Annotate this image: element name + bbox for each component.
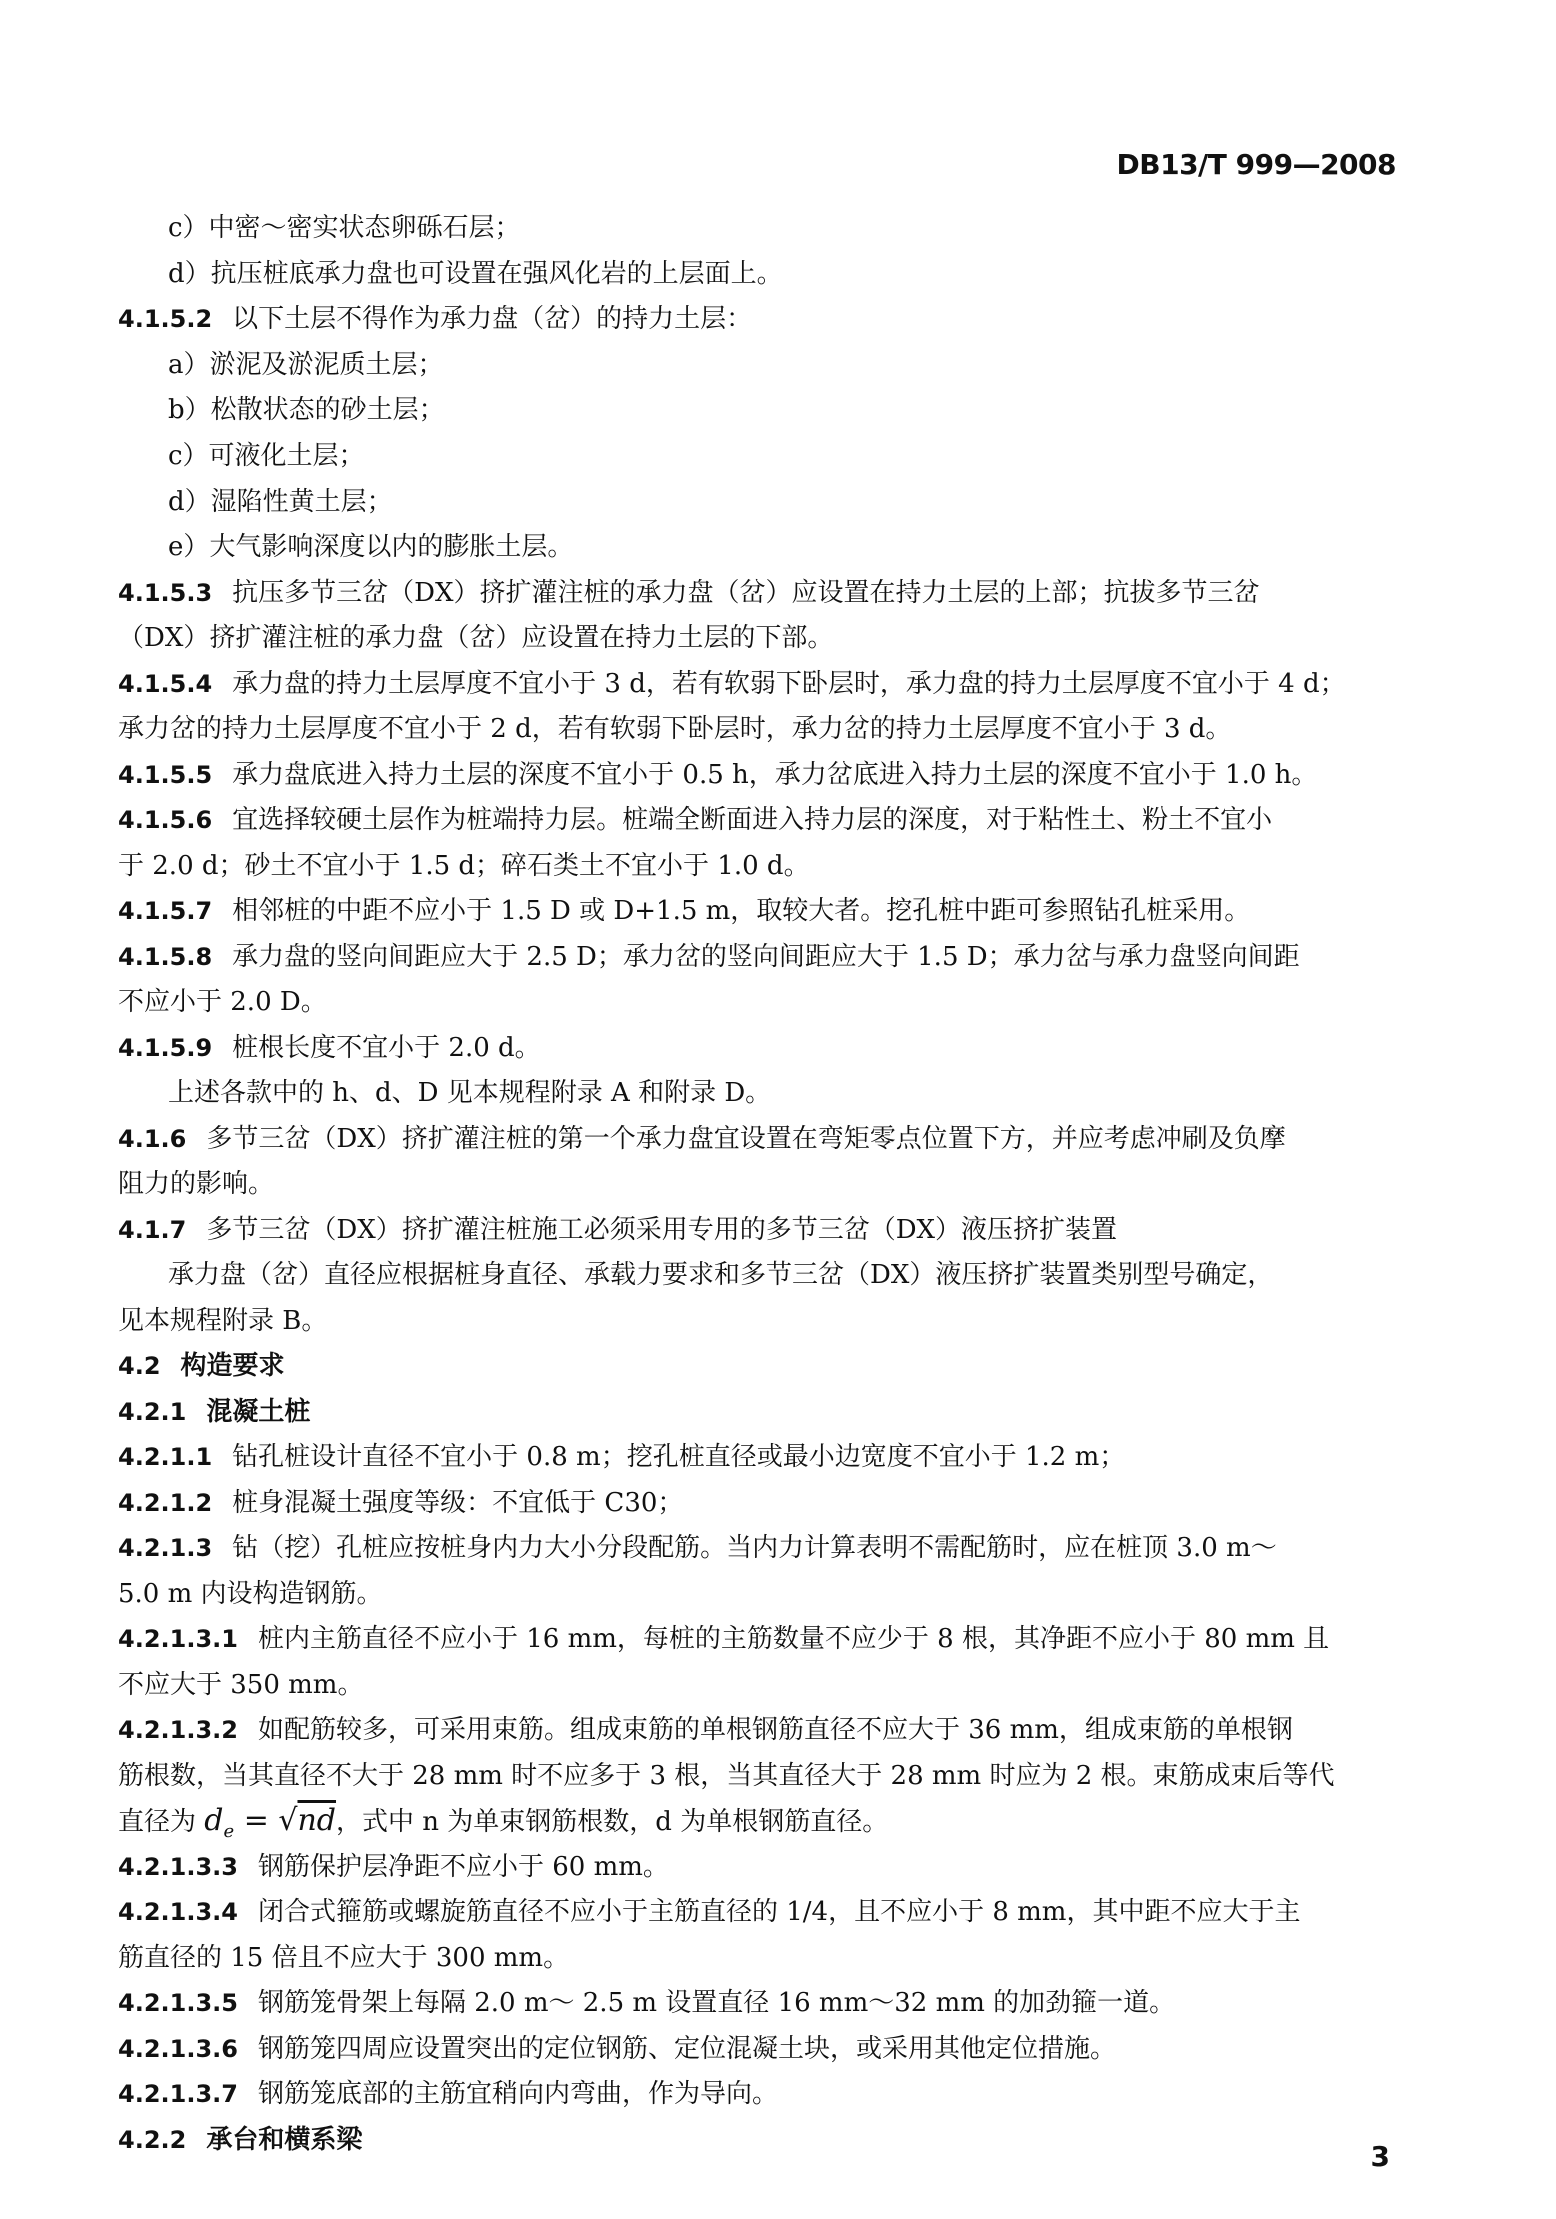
line-text: 桩身混凝土强度等级：不宜低于 C30； (232, 1488, 684, 1518)
clause-line (118, 984, 327, 1020)
line-text: 多节三岔（DX）挤扩灌注桩施工必须采用专用的多节三岔（DX）液压挤扩装置 (206, 1215, 1118, 1245)
line-text: 钢筋保护层净距不应小于 60 mm。 (257, 1852, 669, 1882)
clause-number: 4.2.2 (118, 2126, 187, 2154)
clause-line (118, 893, 1250, 929)
list-item (168, 347, 444, 383)
page-number: 3 (1370, 2140, 1390, 2173)
clause-number: 4.1.5.5 (118, 761, 213, 789)
section-heading (118, 1394, 310, 1430)
line-text: 相邻桩的中距不应小于 1.5 D 或 D+1.5 m，取较大者。挖孔桩中距可参照钻孔桩采用。 (232, 896, 1251, 926)
line-text: a）淤泥及淤泥质土层； (168, 350, 444, 380)
clause-number: 4.2.1.3.7 (118, 2080, 238, 2108)
clause-number: 4.1.5.7 (118, 897, 213, 925)
clause-number: 4.1.6 (118, 1125, 187, 1153)
list-item (168, 256, 783, 292)
line-text: 桩根长度不宜小于 2.0 d。 (232, 1033, 541, 1063)
line-text: 抗压多节三岔（DX）挤扩灌注桩的承力盘（岔）应设置在持力土层的上部；抗拔多节三岔 (232, 578, 1260, 608)
formula-line (118, 1803, 889, 1842)
line-text: 筋根数，当其直径不大于 28 mm 时不应多于 3 根，当其直径大于 28 mm 时应为 2 根。束筋成束后等代 (118, 1761, 1335, 1791)
line-text: 承力盘的竖向间距应大于 2.5 D；承力岔的竖向间距应大于 1.5 D；承力岔与承力盘竖向间距 (232, 942, 1300, 972)
formula-radical: = √ (234, 1803, 298, 1838)
clause-line (118, 620, 833, 656)
line-text: 闭合式箍筋或螺旋筋直径不应小于主筋直径的 1/4，且不应小于 8 mm，其中距不应大于主 (257, 1897, 1301, 1927)
clause-number: 4.2.1 (118, 1398, 187, 1426)
list-item (168, 529, 573, 565)
clause-line (118, 2076, 778, 2112)
clause-line (118, 666, 1346, 702)
clause-line (118, 1894, 1300, 1930)
line-text: 筋直径的 15 倍且不应大于 300 mm。 (118, 1943, 570, 1973)
line-text: 钢筋笼四周应设置突出的定位钢筋、定位混凝土块，或采用其他定位措施。 (257, 2034, 1116, 2064)
formula-radicand: nd (297, 1803, 337, 1838)
line-text: b）松散状态的砂土层； (168, 395, 445, 425)
list-item (168, 392, 445, 428)
line-text: d）抗压桩底承力盘也可设置在强风化岩的上层面上。 (168, 259, 783, 289)
clause-number: 4.1.5.9 (118, 1034, 213, 1062)
line-text: 5.0 m 内设构造钢筋。 (118, 1579, 383, 1609)
line-text: 钢筋笼骨架上每隔 2.0 m～ 2.5 m 设置直径 16 mm～32 mm 的加劲箍一道。 (257, 1988, 1176, 2018)
clause-line (118, 1439, 1125, 1475)
clause-line (118, 1667, 363, 1703)
line-text: e）大气影响深度以内的膨胀土层。 (168, 532, 574, 562)
clause-number: 4.2 (118, 1352, 161, 1380)
list-item (168, 438, 365, 474)
section-heading (118, 1348, 285, 1384)
section-heading (118, 2122, 362, 2158)
clause-line (118, 1030, 541, 1066)
clause-number: 4.2.1.3.2 (118, 1716, 238, 1744)
clause-number: 4.1.7 (118, 1216, 187, 1244)
clause-line (118, 1166, 274, 1202)
clause-line (118, 575, 1260, 611)
clause-number: 4.1.5.8 (118, 943, 213, 971)
clause-number: 4.2.1.3.3 (118, 1853, 238, 1881)
line-text: ，式中 n 为单束钢筋根数，d 为单根钢筋直径。 (336, 1807, 889, 1837)
clause-line (118, 1712, 1293, 1748)
clause-line (118, 1530, 1277, 1566)
clause-line (118, 1576, 383, 1612)
clause-number: 4.2.1.3 (118, 1534, 213, 1562)
heading-text: 承台和横系梁 (206, 2125, 363, 2155)
clause-number: 4.2.1.3.6 (118, 2035, 238, 2063)
line-text: 承力盘（岔）直径应根据桩身直径、承载力要求和多节三岔（DX）液压挤扩装置类别型号确定， (168, 1260, 1274, 1290)
line-text: 多节三岔（DX）挤扩灌注桩的第一个承力盘宜设置在弯矩零点位置下方，并应考虑冲刷及负摩 (206, 1124, 1286, 1154)
clause-number: 4.2.1.3.1 (118, 1625, 238, 1653)
heading-text: 构造要求 (180, 1351, 285, 1381)
line-text: 承力岔的持力土层厚度不宜小于 2 d，若有软弱下卧层时，承力岔的持力土层厚度不宜小于 3 d。 (118, 714, 1232, 744)
clause-line (118, 1121, 1286, 1157)
formula-variable: d (204, 1803, 224, 1838)
line-text: 直径为 (118, 1807, 197, 1837)
clause-line (118, 848, 810, 884)
formula-subscript: e (223, 1821, 235, 1842)
line-text: 桩内主筋直径不应小于 16 mm，每桩的主筋数量不应少于 8 根，其净距不应小于 80 mm 且 (257, 1624, 1330, 1654)
clause-line (118, 1849, 669, 1885)
line-text: c）中密～密实状态卵砾石层； (168, 213, 521, 243)
line-text: 宜选择较硬土层作为桩端持力层。桩端全断面进入持力层的深度，对于粘性土、粉土不宜小 (232, 805, 1273, 835)
clause-line (118, 1303, 327, 1339)
clause-number: 4.1.5.3 (118, 579, 213, 607)
clause-line (118, 1985, 1175, 2021)
heading-text: 混凝土桩 (206, 1397, 311, 1427)
line-text: 钻孔桩设计直径不宜小于 0.8 m；挖孔桩直径或最小边宽度不宜小于 1.2 m； (232, 1442, 1126, 1472)
formula (204, 1803, 337, 1842)
document-code: DB13/T 999—2008 (1116, 148, 1396, 181)
line-text: d）湿陷性黄土层； (168, 487, 393, 517)
line-text: 不应大于 350 mm。 (118, 1670, 364, 1700)
clause-line (118, 1212, 1117, 1248)
clause-number: 4.2.1.1 (118, 1443, 213, 1471)
line-text: 承力盘底进入持力土层的深度不宜小于 0.5 h，承力岔底进入持力土层的深度不宜小于 1.0 h。 (232, 760, 1318, 790)
clause-line (118, 1940, 569, 1976)
clause-number: 4.1.5.6 (118, 806, 213, 834)
line-text: c）可液化土层； (168, 441, 365, 471)
clause-number: 4.1.5.4 (118, 670, 213, 698)
clause-line (118, 711, 1231, 747)
clause-line (168, 1257, 1273, 1293)
clause-number: 4.2.1.3.4 (118, 1898, 238, 1926)
clause-line (118, 301, 752, 337)
list-item (168, 484, 393, 520)
line-text: 见本规程附录 B。 (118, 1306, 328, 1336)
list-item (168, 210, 521, 246)
line-text: （DX）挤扩灌注桩的承力盘（岔）应设置在持力土层的下部。 (118, 623, 834, 653)
line-text: 上述各款中的 h、d、D 见本规程附录 A 和附录 D。 (168, 1078, 772, 1108)
clause-line (118, 757, 1317, 793)
note-line (168, 1075, 771, 1111)
clause-line (118, 1485, 683, 1521)
line-text: 钢筋笼底部的主筋宜稍向内弯曲，作为导向。 (257, 2079, 778, 2109)
clause-line (118, 802, 1272, 838)
clause-number: 4.2.1.3.5 (118, 1989, 238, 2017)
line-text: 于 2.0 d；砂土不宜小于 1.5 d；碎石类土不宜小于 1.0 d。 (118, 851, 810, 881)
line-text: 承力盘的持力土层厚度不宜小于 3 d，若有软弱下卧层时，承力盘的持力土层厚度不宜小于 4 d； (232, 669, 1346, 699)
clause-line (118, 2031, 1116, 2067)
line-text: 以下土层不得作为承力盘（岔）的持力土层： (232, 304, 753, 334)
clause-number: 4.1.5.2 (118, 305, 213, 333)
clause-line (118, 1621, 1329, 1657)
line-text: 如配筋较多，可采用束筋。组成束筋的单根钢筋直径不应大于 36 mm，组成束筋的单根钢 (257, 1715, 1293, 1745)
clause-line (118, 1758, 1335, 1794)
line-text: 钻（挖）孔桩应按桩身内力大小分段配筋。当内力计算表明不需配筋时，应在桩顶 3.0 m～ (232, 1533, 1277, 1563)
clause-line (118, 939, 1300, 975)
line-text: 阻力的影响。 (118, 1169, 275, 1199)
line-text: 不应小于 2.0 D。 (118, 987, 327, 1017)
clause-number: 4.2.1.2 (118, 1489, 213, 1517)
